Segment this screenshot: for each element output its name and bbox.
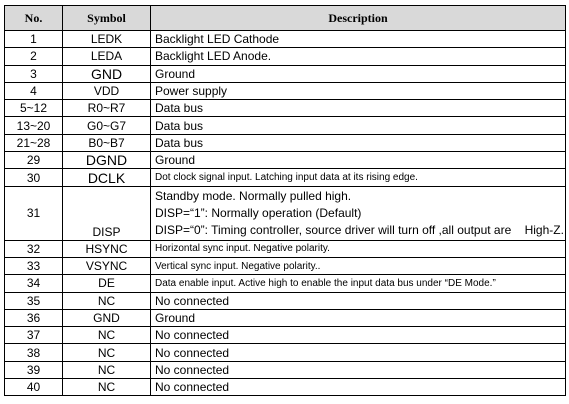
table-row (5, 134, 566, 151)
pin-number: 31 (5, 186, 63, 240)
pin-description: Data bus (151, 117, 566, 134)
pin-description: No connected (151, 344, 566, 361)
table-row (5, 48, 566, 65)
pin-symbol: LEDA (63, 48, 151, 65)
pin-number: 1 (5, 31, 63, 48)
pin-description: No connected (151, 327, 566, 344)
table-row (5, 169, 566, 186)
pin-number: 13~20 (5, 117, 63, 134)
pin-description: Backlight LED Cathode (151, 31, 566, 48)
pin-number: 32 (5, 240, 63, 257)
pin-number: 5~12 (5, 100, 63, 117)
table-row (5, 309, 566, 326)
table-row (5, 82, 566, 99)
header-description: Description (151, 6, 566, 31)
pin-symbol: HSYNC (63, 240, 151, 257)
pin-symbol: NC (63, 327, 151, 344)
header-symbol: Symbol (63, 6, 151, 31)
table-row (5, 327, 566, 344)
pin-description-line: DISP=“0”: Timing controller, source driver will turn off ,all output are High-Z. (155, 222, 564, 237)
pin-number: 35 (5, 292, 63, 309)
pin-number: 34 (5, 275, 63, 292)
pin-description: Ground (151, 152, 566, 169)
pin-symbol: R0~R7 (63, 100, 151, 117)
pin-symbol: NC (63, 379, 151, 396)
pin-description: Ground (151, 309, 566, 326)
pin-number: 21~28 (5, 134, 63, 151)
table-row (5, 31, 566, 48)
pin-number: 29 (5, 152, 63, 169)
header-no: No. (5, 6, 63, 31)
pin-symbol: DCLK (63, 169, 151, 186)
table-row (5, 100, 566, 117)
pin-description: Vertical sync input. Negative polarity.. (151, 257, 566, 274)
table-header-row (5, 6, 566, 31)
pin-number: 40 (5, 379, 63, 396)
pin-number: 36 (5, 309, 63, 326)
pin-symbol: GND (63, 65, 151, 82)
table-row (5, 379, 566, 396)
pin-description: Dot clock signal input. Latching input data at its rising edge. (151, 169, 566, 186)
pin-symbol: DE (63, 275, 151, 292)
pin-number: 37 (5, 327, 63, 344)
table-row (5, 240, 566, 257)
pin-symbol: LEDK (63, 31, 151, 48)
pin-number: 3 (5, 65, 63, 82)
pin-number: 4 (5, 82, 63, 99)
pin-symbol: NC (63, 344, 151, 361)
pin-number: 33 (5, 257, 63, 274)
pin-description (151, 186, 566, 240)
pin-symbol: NC (63, 292, 151, 309)
pin-number: 30 (5, 169, 63, 186)
table-row (5, 65, 566, 82)
pin-description: Backlight LED Anode. (151, 48, 566, 65)
pin-description: Data bus (151, 100, 566, 117)
pin-symbol: DGND (63, 152, 151, 169)
table-row (5, 152, 566, 169)
pin-description: Data bus (151, 134, 566, 151)
pin-description: Data enable input. Active high to enable the input data bus under “DE Mode.” (151, 275, 566, 292)
pin-table-container (4, 5, 566, 396)
pin-description: Horizontal sync input. Negative polarity. (151, 240, 566, 257)
pin-symbol: B0~B7 (63, 134, 151, 151)
pin-description-line: Standby mode. Normally pulled high. (155, 188, 352, 203)
pin-description: Ground (151, 65, 566, 82)
pin-description-line: DISP=“1”: Normally operation (Default) (155, 205, 362, 220)
pin-symbol: G0~G7 (63, 117, 151, 134)
pin-description: No connected (151, 292, 566, 309)
table-row (5, 361, 566, 378)
table-row (5, 257, 566, 274)
pin-description: No connected (151, 361, 566, 378)
table-row (5, 292, 566, 309)
pin-symbol: VDD (63, 82, 151, 99)
pin-number: 2 (5, 48, 63, 65)
pin-number: 38 (5, 344, 63, 361)
pin-assignment-table (4, 5, 566, 396)
pin-symbol: NC (63, 361, 151, 378)
pin-description: Power supply (151, 82, 566, 99)
pin-symbol: GND (63, 309, 151, 326)
pin-number: 39 (5, 361, 63, 378)
pin-symbol: DISP (63, 186, 151, 240)
pin-description: No connected (151, 379, 566, 396)
pin-symbol: VSYNC (63, 257, 151, 274)
table-row (5, 117, 566, 134)
table-row (5, 275, 566, 292)
table-row (5, 186, 566, 240)
table-row (5, 344, 566, 361)
